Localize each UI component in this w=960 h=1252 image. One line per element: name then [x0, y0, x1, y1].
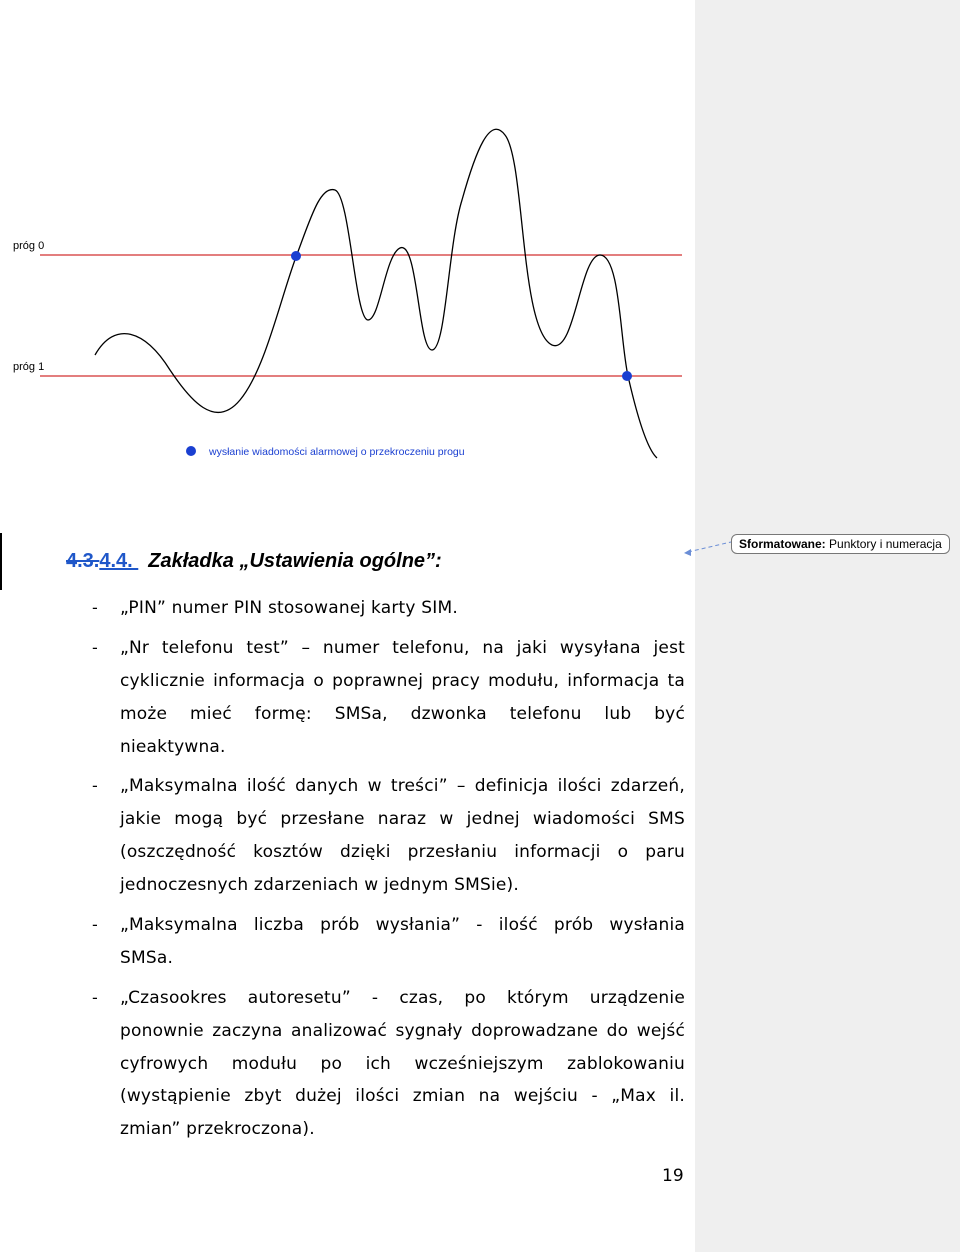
list-item-line: jednoczesnych zdarzeniach w jednym SMSie).	[120, 875, 519, 895]
list-bullet: -	[92, 598, 98, 617]
list-item-line: (oszczędność kosztów dzięki przesłaniu informacji o paru	[120, 842, 685, 862]
list-bullet: -	[92, 988, 98, 1007]
legend-marker	[186, 446, 196, 456]
alarm-marker	[291, 251, 301, 261]
page-number: 19	[662, 1166, 684, 1186]
threshold-label-0: próg 0	[13, 240, 45, 252]
balloon-label: Sformatowane:	[739, 537, 826, 551]
list-item-line: „Nr telefonu test” – numer telefonu, na jaki wysyłana jest	[120, 638, 685, 658]
comment-margin-pane	[695, 0, 960, 1252]
formatting-change-balloon[interactable]	[731, 534, 950, 554]
list-item-line: nieaktywna.	[120, 737, 226, 757]
section-title: Zakładka „Ustawienia ogólne”:	[148, 550, 442, 572]
list-item-line: (wystąpienie zbyt dużej ilości zmian na wejściu - „Max il.	[120, 1086, 685, 1106]
list-item-line: cyfrowych modułu po ich wcześniejszym zablokowaniu	[120, 1054, 685, 1074]
list-bullet: -	[92, 776, 98, 795]
list-item-line: „Maksymalna liczba prób wysłania” - ilość prób wysłania	[120, 915, 685, 935]
balloon-text: Punktory i numeracja	[829, 537, 942, 551]
alarm-marker	[622, 371, 632, 381]
list-item-line: SMSa.	[120, 948, 174, 968]
list-item-line: „PIN” numer PIN stosowanej karty SIM.	[120, 598, 458, 618]
revision-change-bar	[0, 533, 2, 590]
list-bullet: -	[92, 638, 98, 657]
threshold-label-1: próg 1	[13, 361, 45, 373]
list-item-line: może mieć formę: SMSa, dzwonka telefonu lub być	[120, 704, 685, 724]
list-item-line: „Maksymalna ilość danych w treści” – definicja ilości zdarzeń,	[120, 776, 685, 796]
inserted-section-number: 4.4.	[99, 550, 139, 572]
list-item-line: zmian” przekroczona).	[120, 1119, 315, 1139]
list-bullet: -	[92, 915, 98, 934]
threshold-signal-figure	[0, 0, 695, 480]
list-item-line: ponownie zaczyna analizować sygnały doprowadzane do wejść	[120, 1021, 685, 1041]
list-item-line: jakie mogą być przesłane naraz w jednej wiadomości SMS	[120, 809, 685, 829]
list-item-line: „Czasookres autoresetu” - czas, po którym urządzenie	[120, 988, 685, 1008]
deleted-section-number: 4.3.	[66, 550, 100, 572]
section-heading	[66, 550, 442, 573]
legend-text: wysłanie wiadomości alarmowej o przekroczeniu progu	[209, 446, 465, 458]
list-item-line: cyklicznie informacja o poprawnej pracy modułu, informacja ta	[120, 671, 685, 691]
signal-curve	[95, 129, 657, 458]
